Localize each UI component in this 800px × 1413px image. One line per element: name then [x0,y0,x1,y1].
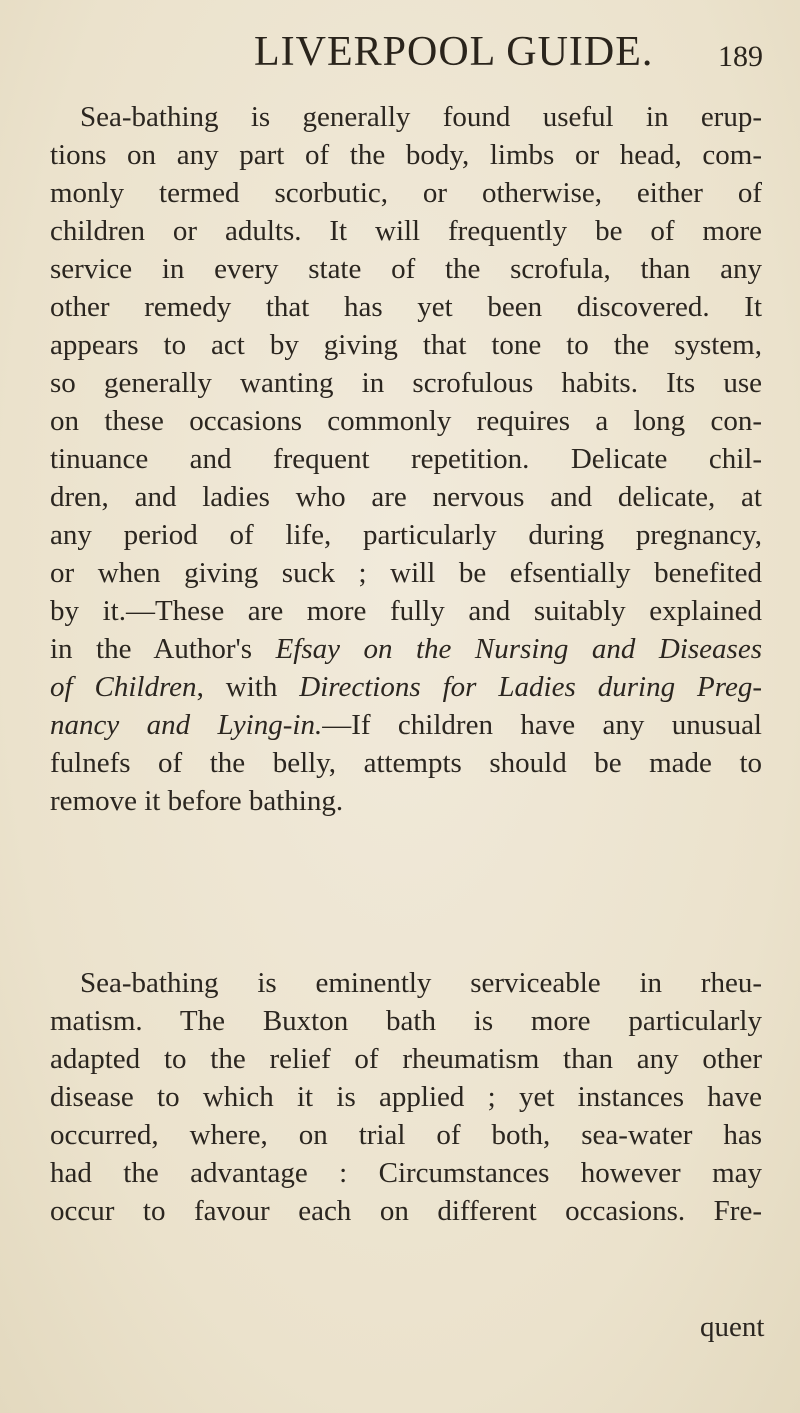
text-line [50,668,762,706]
text-line: tions on any part of the body, limbs or head, com- [50,139,762,171]
page-number: 189 [718,40,763,73]
text-run: —If children have any unusual [322,709,762,741]
book-title-italic: Directions for Ladies during Preg- [299,671,762,703]
text-line: monly termed scorbutic, or otherwise, either of [50,177,762,209]
text-line: by it.—These are more fully and suitably explained [50,595,762,627]
book-title-italic: nancy and Lying-in. [50,709,323,741]
paragraph-2 [50,964,762,1230]
text-line: dren, and ladies who are nervous and delicate, at [50,481,762,513]
text-line: service in every state of the scrofula, than any [50,253,762,285]
text-line: had the advantage : Circumstances however may [50,1157,762,1189]
paragraph-1 [50,98,762,820]
book-title-italic: of Children [50,671,197,703]
text-run: in the Author's [50,633,276,665]
text-line [50,706,762,744]
text-line: adapted to the relief of rheumatism than any other [50,1043,762,1075]
text-line: so generally wanting in scrofulous habits. Its use [50,367,762,399]
running-head: LIVERPOOL GUIDE. [254,29,654,75]
book-title-italic: Efsay on the Nursing and Diseases [275,633,762,665]
text-run: , with [196,671,300,703]
text-line: fulnefs of the belly, attempts should be made to [50,747,762,779]
text-line: children or adults. It will frequently be of more [50,215,762,247]
text-line: disease to which it is applied ; yet instances have [50,1081,762,1113]
text-line: tinuance and frequent repetition. Delicate chil- [50,443,762,475]
text-line: or when giving suck ; will be efsentially benefited [50,557,762,589]
text-line: occurred, where, on trial of both, sea-water has [50,1119,762,1151]
text-line: remove it before bathing. [50,785,344,817]
text-line: Sea-bathing is eminently serviceable in rheu- [80,967,762,999]
text-line: other remedy that has yet been discovered. It [50,291,762,323]
text-line [50,630,762,668]
text-line: any period of life, particularly during pregnancy, [50,519,762,551]
catchword: quent [700,1311,765,1343]
text-line: Sea-bathing is generally found useful in erup- [80,101,762,133]
text-line: on these occasions commonly requires a long con- [50,405,762,437]
page-header [0,22,800,82]
text-line: appears to act by giving that tone to the system, [50,329,762,361]
text-line: matism. The Buxton bath is more particularly [50,1005,762,1037]
text-line: occur to favour each on different occasions. Fre- [50,1195,762,1227]
